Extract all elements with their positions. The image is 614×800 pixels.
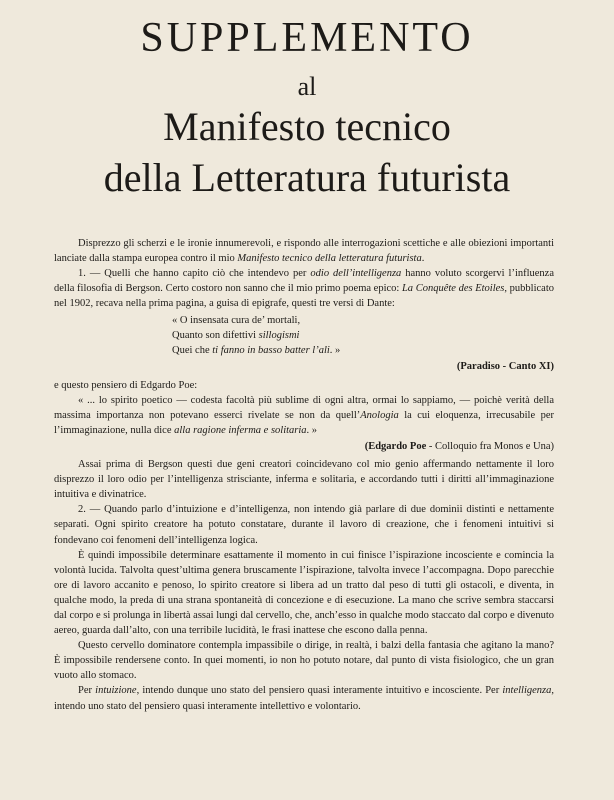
paragraph-cervello: Questo cervello dominatore contempla impassibile o dirige, in realtà, i balzi della fantasia che agitano la mano? È impossibile rendersene conto. In quei momenti, io non ho potuto notare, dal punto di vista fisiologico, che un gran vuoto allo stomaco.	[54, 640, 554, 682]
paragraph-impossibile: È quindi impossibile determinare esattamente il momento in cui finisce l’ispirazione incosciente e comincia la volontà lucida. Talvolta quest’ultima genera bruscamente l’ispirazione, talvolta invece l’accompagna. Dopo parecchie ore di lavoro accanito e penoso, lo spirito creatore si libera ad un tratto dal peso di tutti gli ostacoli, e diventa, in qualche modo, la preda di una strana spontaneità di concezione e di esecuzione. La mano che scrive sembra staccarsi dal corpo e si prolunga in libertà assai lungi dal cervello, che, anch’esso in qualche modo staccato dal corpo e divenuto aereo, guarda dall’alto, con una terribile lucidità, le frasi inattese che escono dalla penna.	[54, 549, 554, 637]
document-body	[54, 236, 554, 714]
title-letteratura: della Letteratura futurista	[103, 155, 511, 200]
title-supplemento: SUPPLEMENTO	[140, 15, 474, 61]
poe-citation: (Edgardo Poe - Colloquio fra Monos e Una)	[364, 440, 554, 452]
title-al: al	[297, 72, 317, 101]
dante-verse: « O insensata cura de’ mortali, Quanto son difettivi sillogismi Quei che ti fanno in basso batter l’ali. »	[172, 315, 341, 357]
paragraph-intro: Disprezzo gli scherzi e le ironie innumerevoli, e rispondo alle interrogazioni scettiche e alle obiezioni importanti lanciate dalla stampa europea contro il mio Manifesto tecnico della letteratura futurista.	[54, 238, 554, 265]
title-manifesto: Manifesto tecnico	[163, 104, 451, 149]
poe-quote: « ... lo spirito poetico — codesta facoltà più sublime di ogni altra, ormai lo sappiamo, — poichè verità della massima importanza non potevano esserci rivelate se non da quell’Anologia la cui eloquenza, irrecusabile per l’immaginazione, nulla dice alla ragione inferma e solitaria. »	[54, 394, 554, 436]
paragraph-bergson: Assai prima di Bergson questi due geni creatori coincidevano col mio genio affermando nettamente il loro disprezzo il loro odio per l’intelligenza strisciante, inferma e solitaria, e accordando tutti i diritti all’immaginazione intuitiva e divinatrice.	[54, 459, 554, 501]
paragraph-2: 2. — Quando parlo d’intuizione e d’intelligenza, non intendo già parlare di due dominii distinti e nettamente separati. Ogni spirito creatore ha potuto constatare, durante il lavoro di creazione, che i fenomeni intuitivi si fondevano coi fenomeni dell’intelligenza logica.	[54, 504, 554, 546]
paragraph-intuizione: Per intuizione, intendo dunque uno stato del pensiero quasi interamente intuitivo e incosciente. Per intelligenza, intendo uno stato del pensiero quasi interamente intellettivo e volontario.	[54, 685, 554, 712]
poe-intro: e questo pensiero di Edgardo Poe:	[54, 379, 198, 391]
dante-citation: (Paradiso - Canto XI)	[456, 361, 554, 373]
paragraph-1: 1. — Quelli che hanno capito ciò che intendevo per odio dell’intelligenza hanno voluto scorgervi l’influenza della filosofia di Bergson. Certo costoro non sanno che il mio primo poema epico: La Conquête des Etoiles, pubblicato nel 1902, recava nella prima pagina, a guisa di epigrafe, questi tre versi di Dante:	[54, 268, 555, 310]
